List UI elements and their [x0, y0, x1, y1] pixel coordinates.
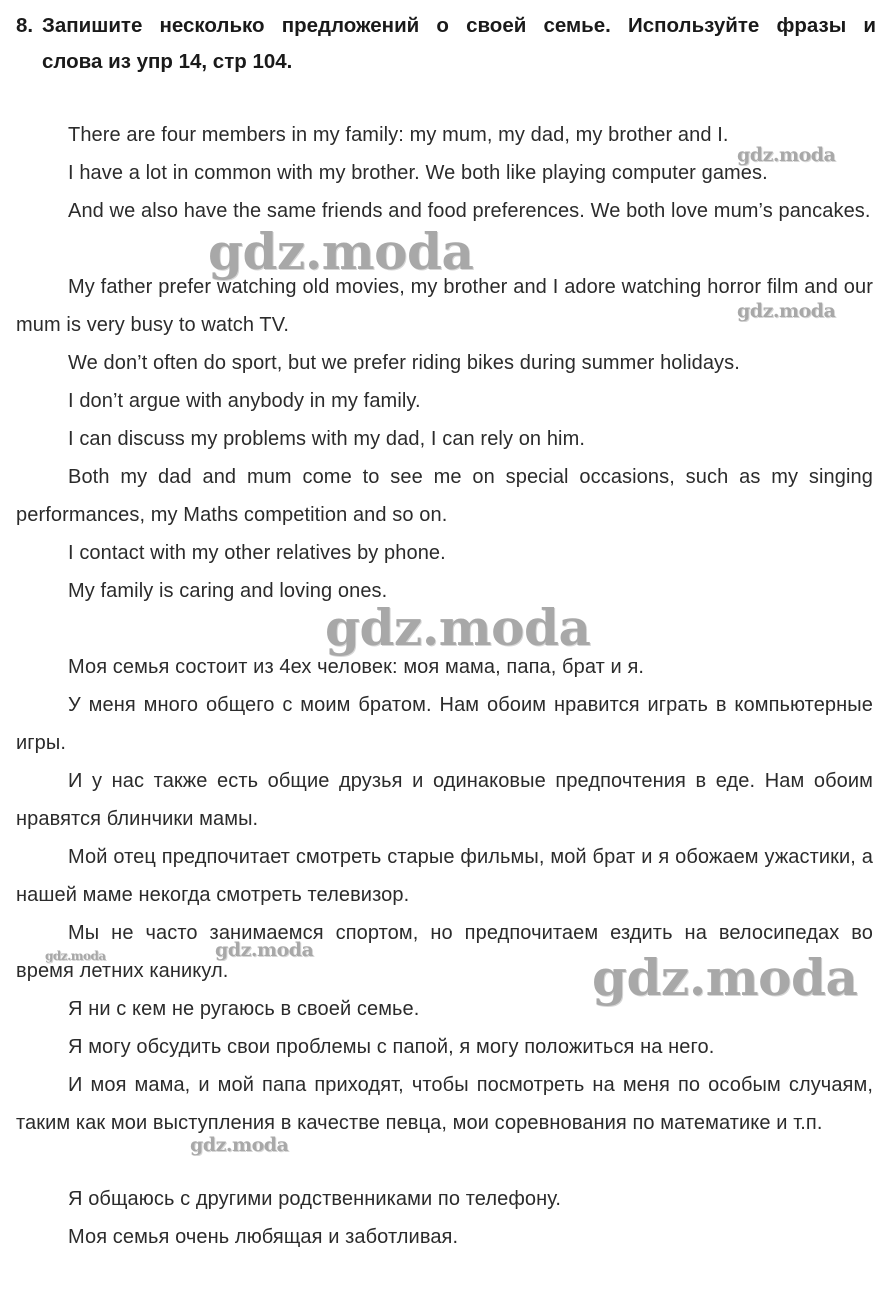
watermark: gdz.moda [592, 948, 858, 1007]
watermark: gdz.moda [737, 144, 836, 166]
paragraph-en-10: My family is caring and loving ones. [68, 580, 388, 602]
paragraph-en-9: I contact with my other relatives by phone. [68, 542, 446, 564]
task-line-1 [16, 8, 876, 44]
paragraph-en-7: I can discuss my problems with my dad, I can rely on him. [68, 428, 585, 450]
paragraph-ru-1: Моя семья состоит из 4ех человек: моя мама, папа, брат и я. [68, 656, 645, 678]
task-line-2: слова из упр 14, стр 104. [42, 50, 293, 73]
paragraph-ru-10: Моя семья очень любящая и заботливая. [68, 1226, 459, 1248]
watermark: gdz.moda [45, 949, 106, 963]
paragraph-ru-6: Я ни с кем не ругаюсь в своей семье. [68, 998, 420, 1020]
task-text-1: Запишите несколько предложений о своей семье. Используйте фразы и [42, 14, 876, 37]
task-heading [16, 8, 876, 80]
paragraph-ru-4: Мой отец предпочитает смотреть старые фильмы, мой брат и я обожаем ужастики, а нашей маме некогда смотреть телевизор. [16, 846, 873, 906]
watermark: gdz.moda [737, 300, 836, 322]
paragraph-en-2: I have a lot in common with my brother. We both like playing computer games. [68, 162, 768, 184]
paragraph-en-3: And we also have the same friends and food preferences. We both love mum’s pancakes. [68, 200, 871, 222]
paragraph-en-1: There are four members in my family: my mum, my dad, my brother and I. [68, 124, 729, 146]
paragraph-ru-5: Мы не часто занимаемся спортом, но предпочитаем ездить на велосипедах во время летних каникул. [16, 922, 873, 982]
paragraph-en-5: We don’t often do sport, but we prefer riding bikes during summer holidays. [68, 352, 740, 374]
paragraph-en-8: Both my dad and mum come to see me on special occasions, such as my singing performances, my Maths competition and so on. [16, 466, 873, 526]
paragraph-ru-8: И моя мама, и мой папа приходят, чтобы посмотреть на меня по особым случаям, таким как мои выступления в качестве певца, мои соревнования по математике и т.п. [16, 1074, 873, 1134]
watermark: gdz.moda [325, 598, 591, 657]
paragraph-ru-2: У меня много общего с моим братом. Нам обоим нравится играть в компьютерные игры. [16, 694, 873, 754]
paragraph-ru-7: Я могу обсудить свои проблемы с папой, я могу положиться на него. [68, 1036, 715, 1058]
paragraph-ru-9: Я общаюсь с другими родственниками по телефону. [68, 1188, 561, 1210]
paragraph-en-6: I don’t argue with anybody in my family. [68, 390, 421, 412]
paragraph-ru-3: И у нас также есть общие друзья и одинаковые предпочтения в еде. Нам обоим нравятся блинчики мамы. [16, 770, 873, 830]
watermark: gdz.moda [208, 222, 474, 281]
watermark: gdz.moda [215, 939, 314, 961]
task-number: 8. [16, 14, 34, 37]
paragraph-en-4: My father prefer watching old movies, my brother and I adore watching horror film and our mum is very busy to watch TV. [16, 276, 873, 336]
watermark: gdz.moda [190, 1134, 289, 1156]
